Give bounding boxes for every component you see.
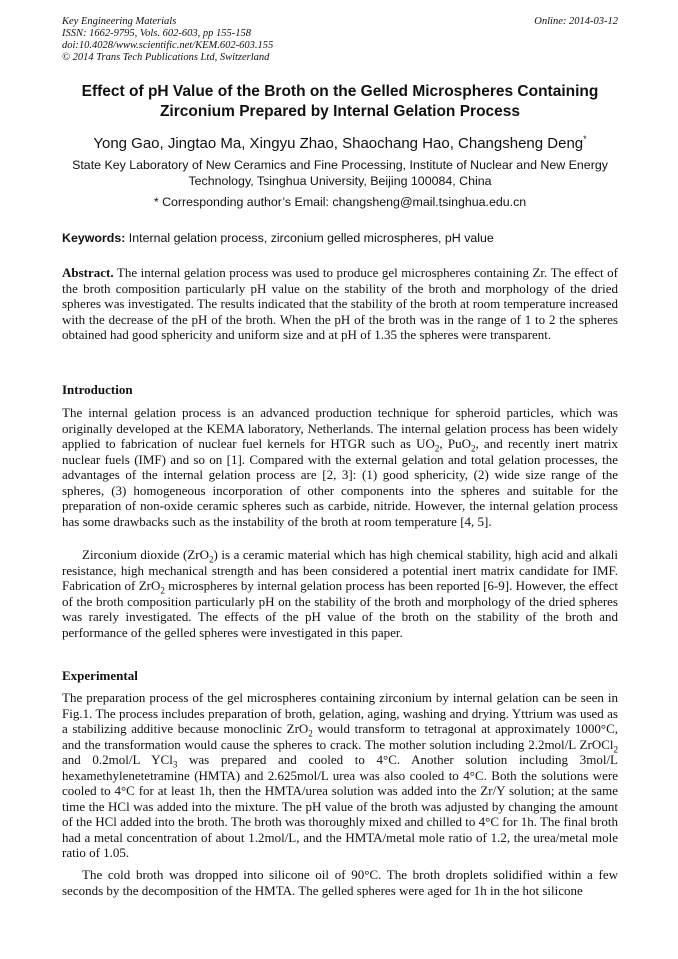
author-names: Yong Gao, Jingtao Ma, Xingyu Zhao, Shaochang Hao, Changsheng Deng [93, 135, 584, 152]
abstract [62, 265, 618, 343]
affiliation-line-2: Technology, Tsinghua University, Beijing 100084, China [188, 174, 492, 188]
corresponding-mark: * [583, 134, 587, 144]
affiliation [62, 157, 618, 189]
keywords-text: Internal gelation process, zirconium gelled microspheres, pH value [125, 231, 494, 245]
introduction-paragraph-1: The internal gelation process is an advanced production technique for spheroid particles, which was originally developed at the KEMA laboratory, Netherlands. The internal gelation process has been widely applied to fabrication of nuclear fuel kernels for HTGR such as $UO_2$, PuO$_2$, and recently inert matrix nuclear fuels (IMF) and so on [1]. Compared with the external gelation and total gelation processes, the advantages of the internal gelation process are [2, 3]: (1) good sphericity, (2) wide size range of the spheres, (3) homogeneous incorporation of other components into the spheres and suitable for the preparation of non-oxide ceramic spheres such as carbide, nitride. However, the internal gelation process has some drawbacks such as the instability of the broth at room temperature [4, 5]. [62, 405, 618, 529]
introduction-heading: Introduction [62, 382, 133, 397]
corresponding-email[interactable]: * Corresponding author’s Email: changsheng@mail.tsinghua.edu.cn [153, 195, 527, 209]
copyright-line: © 2014 Trans Tech Publications Ltd, Switzerland [62, 52, 270, 63]
online-date: Online: 2014-03-12 [534, 16, 618, 27]
doi-line[interactable]: doi:10.4028/www.scientific.net/KEM.602-603.155 [62, 40, 274, 51]
experimental-heading: Experimental [62, 668, 138, 683]
keywords [62, 230, 618, 246]
author-list [62, 130, 618, 153]
journal-name: Key Engineering Materials [62, 16, 177, 27]
paper-title [62, 82, 618, 122]
experimental-paragraph-1: The preparation process of the gel microspheres containing zirconium by internal gelation can be seen in Fig.1. The process includes preparation of broth, gelation, aging, washing and drying. Yttrium was used as a stabilizing additive because monoclinic ZrO$_2$ would transform to tetragonal at approximately 1000°C, and the transformation would cause the spheres to crack. The mother solution including 2.2mol/L ZrOCl$_2$ and 0.2mol/L YCl$_3$ was prepared and cooled to 4°C. Another solution including 3mol/L hexamethylenetetramine (HMTA) and 2.625mol/L urea was also cooled to 4°C. Both the solutions were cooled to 4°C for at least 1h, then the HMTA/urea solution was added into the Zr/Y solution; at the same time the HCl was added into the mixture. The pH value of the broth was adjusted by changing the amount of the HCl added into the broth. The broth was thoroughly mixed and chilled to 4°C for 1h. The final broth had a metal concentration of about 1.2mol/L, and the HMTA/metal mole ratio of 1.2, the urea/metal mole ratio of 1.05. [62, 690, 618, 860]
abstract-label: Abstract. [62, 265, 114, 280]
title-line-1: Effect of pH Value of the Broth on the Gelled Microspheres Containing [81, 83, 599, 100]
experimental-paragraph-2: The cold broth was dropped into silicone oil of 90°C. The broth droplets solidified within a few seconds by the decomposition of the HMTA. The gelled spheres were aged for 1h in the hot silicone [62, 867, 618, 898]
title-line-2: Zirconium Prepared by Internal Gelation Process [159, 103, 521, 120]
abstract-text: The internal gelation process was used to produce gel microspheres containing Zr. The effect of the broth composition particularly pH value on the stability of the broth and morphology of the dried spheres was investigated. The results indicated that the stability of the broth at room temperature increased with the decrease of the pH of the broth. When the pH of the broth was in the range of 1 to 2 the spheres obtained had good sphericity and uniform size and at pH of 1.35 the spheres were transparent. [62, 265, 618, 342]
affiliation-line-1: State Key Laboratory of New Ceramics and Fine Processing, Institute of Nuclear and New Energy [72, 158, 608, 172]
issn-line: ISSN: 1662-9795, Vols. 602-603, pp 155-158 [62, 28, 251, 39]
journal-header [62, 16, 618, 64]
introduction-paragraph-2: Zirconium dioxide (ZrO$_2$) is a ceramic material which has high chemical stability, high acid and alkali resistance, high mechanical strength and has been considered a potential inert matrix candidate for IMF. Fabrication of ZrO$_2$ microspheres by internal gelation process has been reported [6-9]. However, the effect of the broth composition particularly pH on the stability of the broth and morphology of the dried spheres was rarely investigated. The effects of the pH value of the broth on the stability of the broth and performance of the gelled spheres were investigated in this paper. [62, 547, 618, 640]
keywords-label: Keywords: [62, 231, 126, 245]
